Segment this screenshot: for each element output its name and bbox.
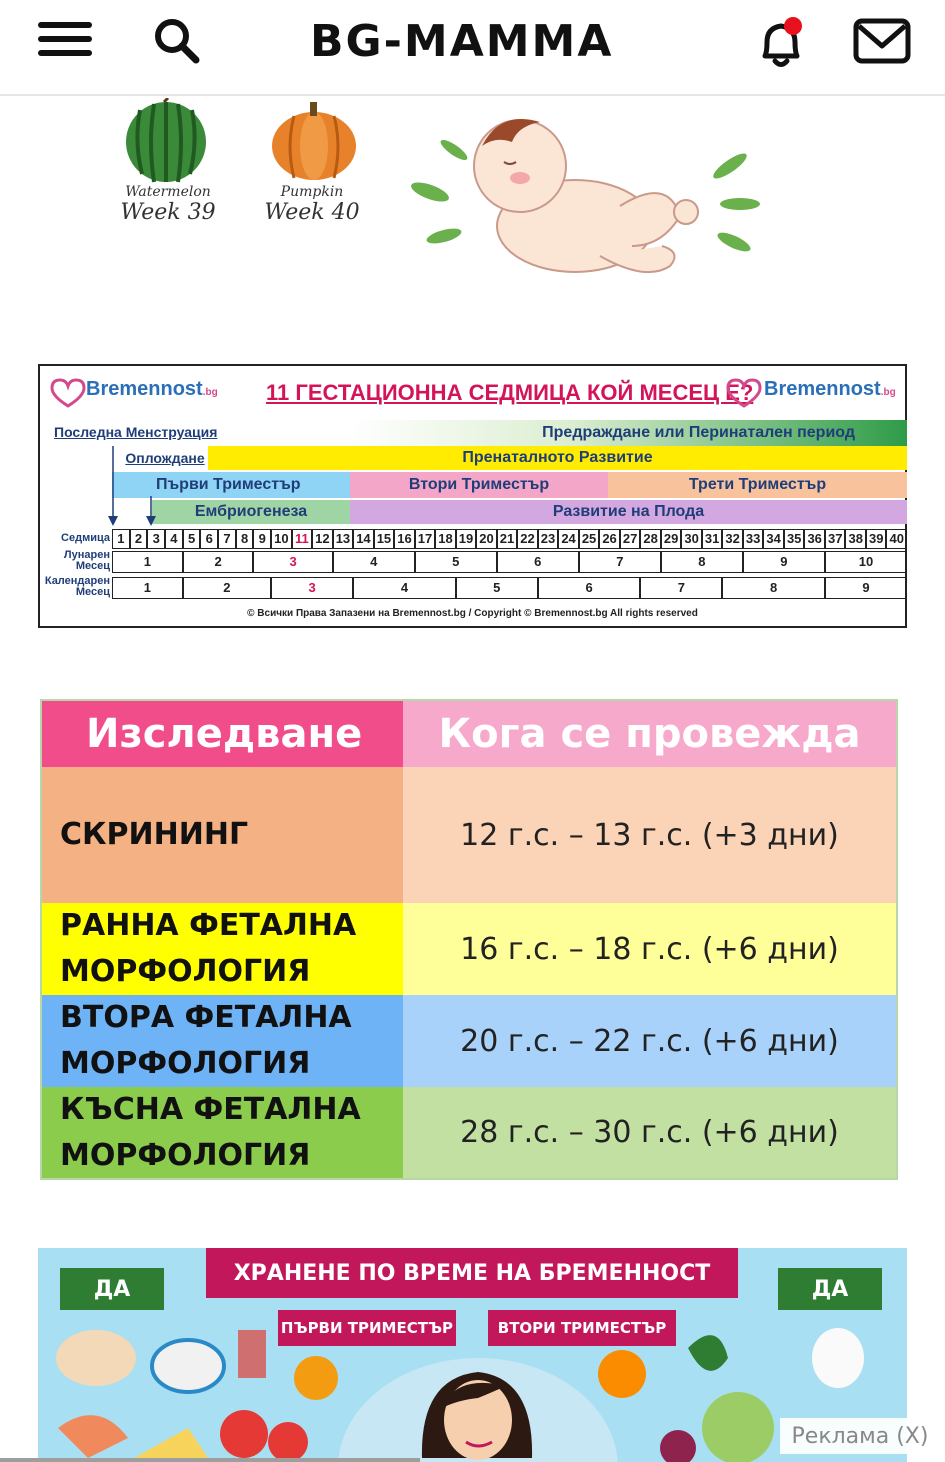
week-cell: 18 (435, 529, 456, 549)
arrow-down-icon (144, 496, 158, 528)
week-cell: 12 (312, 529, 333, 549)
month-cell: 5 (456, 577, 538, 599)
exam-name: СКРИНИНГ (42, 767, 403, 903)
week-cell: 13 (333, 529, 354, 549)
week-cell: 36 (804, 529, 825, 549)
pumpkin-icon (268, 100, 360, 184)
heart-logo-icon (50, 378, 86, 408)
search-icon[interactable] (152, 16, 200, 64)
week-cell: 26 (599, 529, 620, 549)
week-cell: 22 (517, 529, 538, 549)
week-cell: 19 (456, 529, 477, 549)
watermelon-week: Week 39 (120, 200, 216, 225)
month-cell: 3 (253, 551, 332, 573)
table-row (42, 903, 896, 995)
table-row (42, 1087, 896, 1178)
menu-icon[interactable] (38, 22, 92, 62)
ad-yes-right: ДА (778, 1268, 882, 1310)
horizontal-scrollbar[interactable] (0, 1458, 420, 1462)
first-trimester-band: Първи Триместър (152, 472, 350, 498)
month-cell: 6 (497, 551, 579, 573)
week-cell: 4 (165, 529, 183, 549)
week-cell: 1 (112, 529, 130, 549)
week-cell: 14 (353, 529, 374, 549)
week-cell: 17 (415, 529, 436, 549)
week-cell: 31 (702, 529, 723, 549)
week-cell: 23 (538, 529, 559, 549)
heart-logo-icon (726, 378, 762, 408)
notification-dot (784, 17, 802, 35)
week-cell: 32 (722, 529, 743, 549)
month-cell: 4 (333, 551, 415, 573)
header-when: Кога се провежда (403, 701, 896, 767)
week-cell: 9 (253, 529, 271, 549)
nutrition-ad-banner[interactable] (38, 1248, 907, 1462)
ad-second-trimester: ВТОРИ ТРИМЕСТЪР (488, 1310, 676, 1346)
month-cell: 4 (353, 577, 456, 599)
week-cell: 15 (374, 529, 395, 549)
month-cell: 7 (579, 551, 661, 573)
week-cell: 40 (886, 529, 907, 549)
week-cell: 5 (183, 529, 201, 549)
exam-when: 12 г.с. – 13 г.с. (+3 дни) (403, 767, 896, 903)
exam-when: 16 г.с. – 18 г.с. (+6 дни) (403, 903, 896, 995)
pumpkin-label: Pumpkin (280, 184, 344, 200)
gestation-week-chart (38, 364, 907, 628)
food-illustrations (38, 1318, 907, 1462)
week-cell: 29 (661, 529, 682, 549)
month-cell: 6 (538, 577, 641, 599)
week-cell: 3 (147, 529, 165, 549)
arrow-down-icon (106, 446, 120, 528)
watermelon-icon (120, 98, 212, 184)
week-cell: 20 (476, 529, 497, 549)
month-cell: 2 (183, 551, 254, 573)
week-cell: 35 (784, 529, 805, 549)
embryogenesis-band: Ембриогенеза (152, 500, 350, 524)
week-cell: 24 (558, 529, 579, 549)
exam-name: РАННА ФЕТАЛНА МОРФОЛОГИЯ (42, 903, 403, 995)
table-row (42, 995, 896, 1087)
screening-schedule-table (40, 699, 898, 1180)
week-cell: 2 (130, 529, 148, 549)
month-cell: 3 (271, 577, 353, 599)
fertilization-label: Оплождане (125, 450, 205, 466)
month-cell: 8 (722, 577, 825, 599)
month-cell: 1 (112, 551, 183, 573)
week-cell: 39 (866, 529, 887, 549)
top-bar (0, 0, 945, 96)
second-trimester-band: Втори Триместър (350, 472, 608, 498)
week-cell: 25 (579, 529, 600, 549)
copyright-text: © Всички Права Запазени на Bremennost.bg / Copyright © Bremennost.bg All rights reserved (247, 608, 698, 619)
bell-icon[interactable] (755, 14, 807, 70)
week-cell: 30 (681, 529, 702, 549)
chart-title-bar (40, 366, 905, 418)
month-cell: 9 (825, 577, 907, 599)
month-cell: 8 (661, 551, 743, 573)
week-cell: 8 (236, 529, 254, 549)
table-row (42, 767, 896, 903)
week-cell: 27 (620, 529, 641, 549)
table-header (42, 701, 896, 767)
week-cell: 6 (200, 529, 218, 549)
mail-icon[interactable] (853, 18, 911, 64)
exam-when: 20 г.с. – 22 г.с. (+6 дни) (403, 995, 896, 1087)
week-cell: 37 (825, 529, 846, 549)
site-logo[interactable]: BG-MAMMA (310, 16, 614, 67)
week-cell: 21 (497, 529, 518, 549)
baby-illustration (0, 98, 945, 308)
lunar-month-label: Лунарен Месец (63, 549, 110, 572)
brand-left: Bremennost.bg (86, 378, 218, 400)
third-trimester-band: Трети Триместър (608, 472, 907, 498)
last-period-label: Последна Менструация (54, 424, 218, 440)
fetal-development-band: Развитие на Плода (350, 500, 907, 524)
month-cell: 10 (825, 551, 907, 573)
week-cell: 10 (271, 529, 292, 549)
month-cell: 5 (415, 551, 497, 573)
week-cell: 34 (763, 529, 784, 549)
prenatal-band: Пренаталното Развитие (208, 446, 907, 470)
preterm-band: Предраждане или Перинатален период (350, 420, 907, 446)
chart-heading: 11 ГЕСТАЦИОННА СЕДМИЦА КОЙ МЕСЕЦ Е? (266, 380, 754, 405)
week-cell: 28 (640, 529, 661, 549)
week-cell: 16 (394, 529, 415, 549)
exam-name: ВТОРА ФЕТАЛНА МОРФОЛОГИЯ (42, 995, 403, 1087)
watermelon-label: Watermelon (125, 184, 211, 200)
header-examination: Изследване (42, 701, 403, 767)
month-cell: 7 (640, 577, 722, 599)
week-row-label: Седмица (61, 532, 110, 544)
week-cell: 33 (743, 529, 764, 549)
month-cell: 2 (183, 577, 271, 599)
week-cell: 38 (845, 529, 866, 549)
ad-first-trimester: ПЪРВИ ТРИМЕСТЪР (278, 1310, 456, 1346)
ad-yes-left: ДА (60, 1268, 164, 1310)
ad-title: ХРАНЕНЕ ПО ВРЕМЕ НА БРЕМЕННОСТ (206, 1248, 738, 1298)
calendar-month-label: Календарен Месец (44, 575, 110, 598)
exam-name: КЪСНА ФЕТАЛНА МОРФОЛОГИЯ (42, 1087, 403, 1178)
exam-when: 28 г.с. – 30 г.с. (+6 дни) (403, 1087, 896, 1178)
week-cell: 7 (218, 529, 236, 549)
newborn-baby-illustration (400, 106, 760, 302)
pumpkin-week: Week 40 (264, 200, 360, 225)
ad-close-label[interactable]: Реклама (X) (780, 1418, 940, 1454)
month-cell: 1 (112, 577, 183, 599)
brand-right: Bremennost.bg (764, 378, 896, 400)
week-cell: 11 (292, 529, 313, 549)
month-cell: 9 (743, 551, 825, 573)
